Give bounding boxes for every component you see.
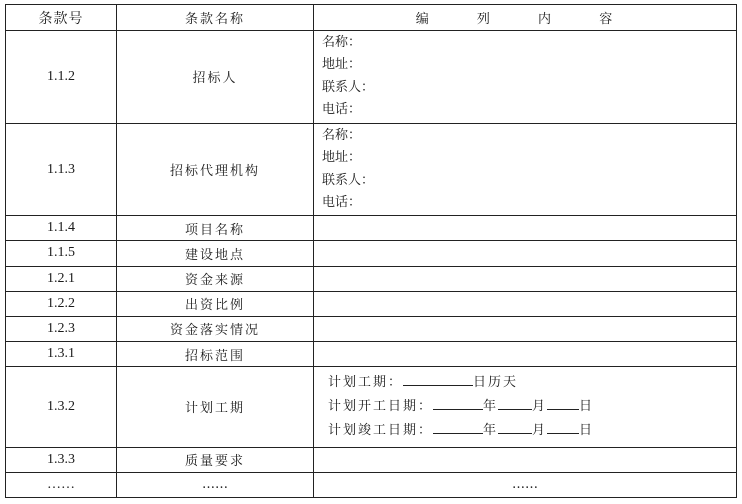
table-row bbox=[6, 241, 737, 266]
clause-name: 计划工期 bbox=[117, 367, 314, 447]
table-row bbox=[6, 316, 737, 341]
clause-name: 资金落实情况 bbox=[117, 316, 314, 341]
clause-no: 1.1.3 bbox=[6, 123, 117, 216]
clause-name: 招标人 bbox=[117, 31, 314, 124]
clause-name: 项目名称 bbox=[117, 216, 314, 241]
field-phone-label: 电话： bbox=[322, 102, 362, 118]
end-month-blank bbox=[498, 421, 532, 434]
field-contact-label: 联系人： bbox=[322, 172, 375, 188]
field-name-label: 名称： bbox=[322, 127, 362, 143]
header-clause-name: 条款名称 bbox=[117, 5, 314, 31]
schedule-end-line: 计划竣工日期： 年 月 日 bbox=[328, 422, 595, 438]
content-cell bbox=[314, 291, 737, 316]
start-year-blank bbox=[433, 397, 483, 410]
table-row bbox=[6, 216, 737, 241]
field-phone-label: 电话： bbox=[322, 195, 362, 210]
content-ellipsis: …… bbox=[314, 472, 737, 497]
content-cell bbox=[314, 31, 737, 124]
end-day-blank bbox=[547, 421, 579, 434]
clause-name: 招标代理机构 bbox=[117, 123, 314, 216]
content-cell bbox=[314, 241, 737, 266]
clause-no: 1.3.1 bbox=[6, 341, 117, 366]
end-year-blank bbox=[433, 421, 483, 434]
clause-no: 1.2.2 bbox=[6, 291, 117, 316]
table-row bbox=[6, 123, 737, 216]
table-header-row bbox=[6, 5, 737, 31]
clause-name: 招标范围 bbox=[117, 341, 314, 366]
clause-no: 1.2.3 bbox=[6, 316, 117, 341]
clause-name: 资金来源 bbox=[117, 266, 314, 291]
table-row bbox=[6, 367, 737, 447]
field-contact-label: 联系人： bbox=[322, 79, 375, 95]
clause-name: 建设地点 bbox=[117, 241, 314, 266]
schedule-cell bbox=[314, 367, 737, 447]
header-clause-no: 条款号 bbox=[6, 5, 117, 31]
table-row bbox=[6, 447, 737, 472]
table-row bbox=[6, 266, 737, 291]
content-cell bbox=[314, 316, 737, 341]
duration-blank bbox=[403, 373, 473, 386]
content-cell bbox=[314, 123, 737, 216]
schedule-start-line: 计划开工日期： 年 月 日 bbox=[328, 398, 595, 414]
schedule-duration-line: 计划工期： 日历天 bbox=[328, 374, 519, 390]
table-row bbox=[6, 472, 737, 497]
field-address-label: 地址： bbox=[322, 57, 362, 73]
header-content: 编 列 内 容 bbox=[314, 5, 737, 31]
start-day-blank bbox=[547, 397, 579, 410]
clause-name-ellipsis: …… bbox=[117, 472, 314, 497]
content-cell bbox=[314, 447, 737, 472]
tender-data-table bbox=[5, 4, 737, 498]
clause-no-ellipsis: …… bbox=[6, 472, 117, 497]
clause-name: 质量要求 bbox=[117, 447, 314, 472]
field-name-label: 名称： bbox=[322, 34, 362, 50]
table-row bbox=[6, 31, 737, 124]
content-cell bbox=[314, 216, 737, 241]
clause-no: 1.1.4 bbox=[6, 216, 117, 241]
clause-no: 1.3.2 bbox=[6, 367, 117, 447]
content-cell bbox=[314, 266, 737, 291]
table-row bbox=[6, 341, 737, 366]
clause-name: 出资比例 bbox=[117, 291, 314, 316]
clause-no: 1.1.2 bbox=[6, 31, 117, 124]
clause-no: 1.2.1 bbox=[6, 266, 117, 291]
content-cell bbox=[314, 341, 737, 366]
clause-no: 1.3.3 bbox=[6, 447, 117, 472]
clause-no: 1.1.5 bbox=[6, 241, 117, 266]
start-month-blank bbox=[498, 397, 532, 410]
field-address-label: 地址： bbox=[322, 150, 362, 165]
table-row bbox=[6, 291, 737, 316]
